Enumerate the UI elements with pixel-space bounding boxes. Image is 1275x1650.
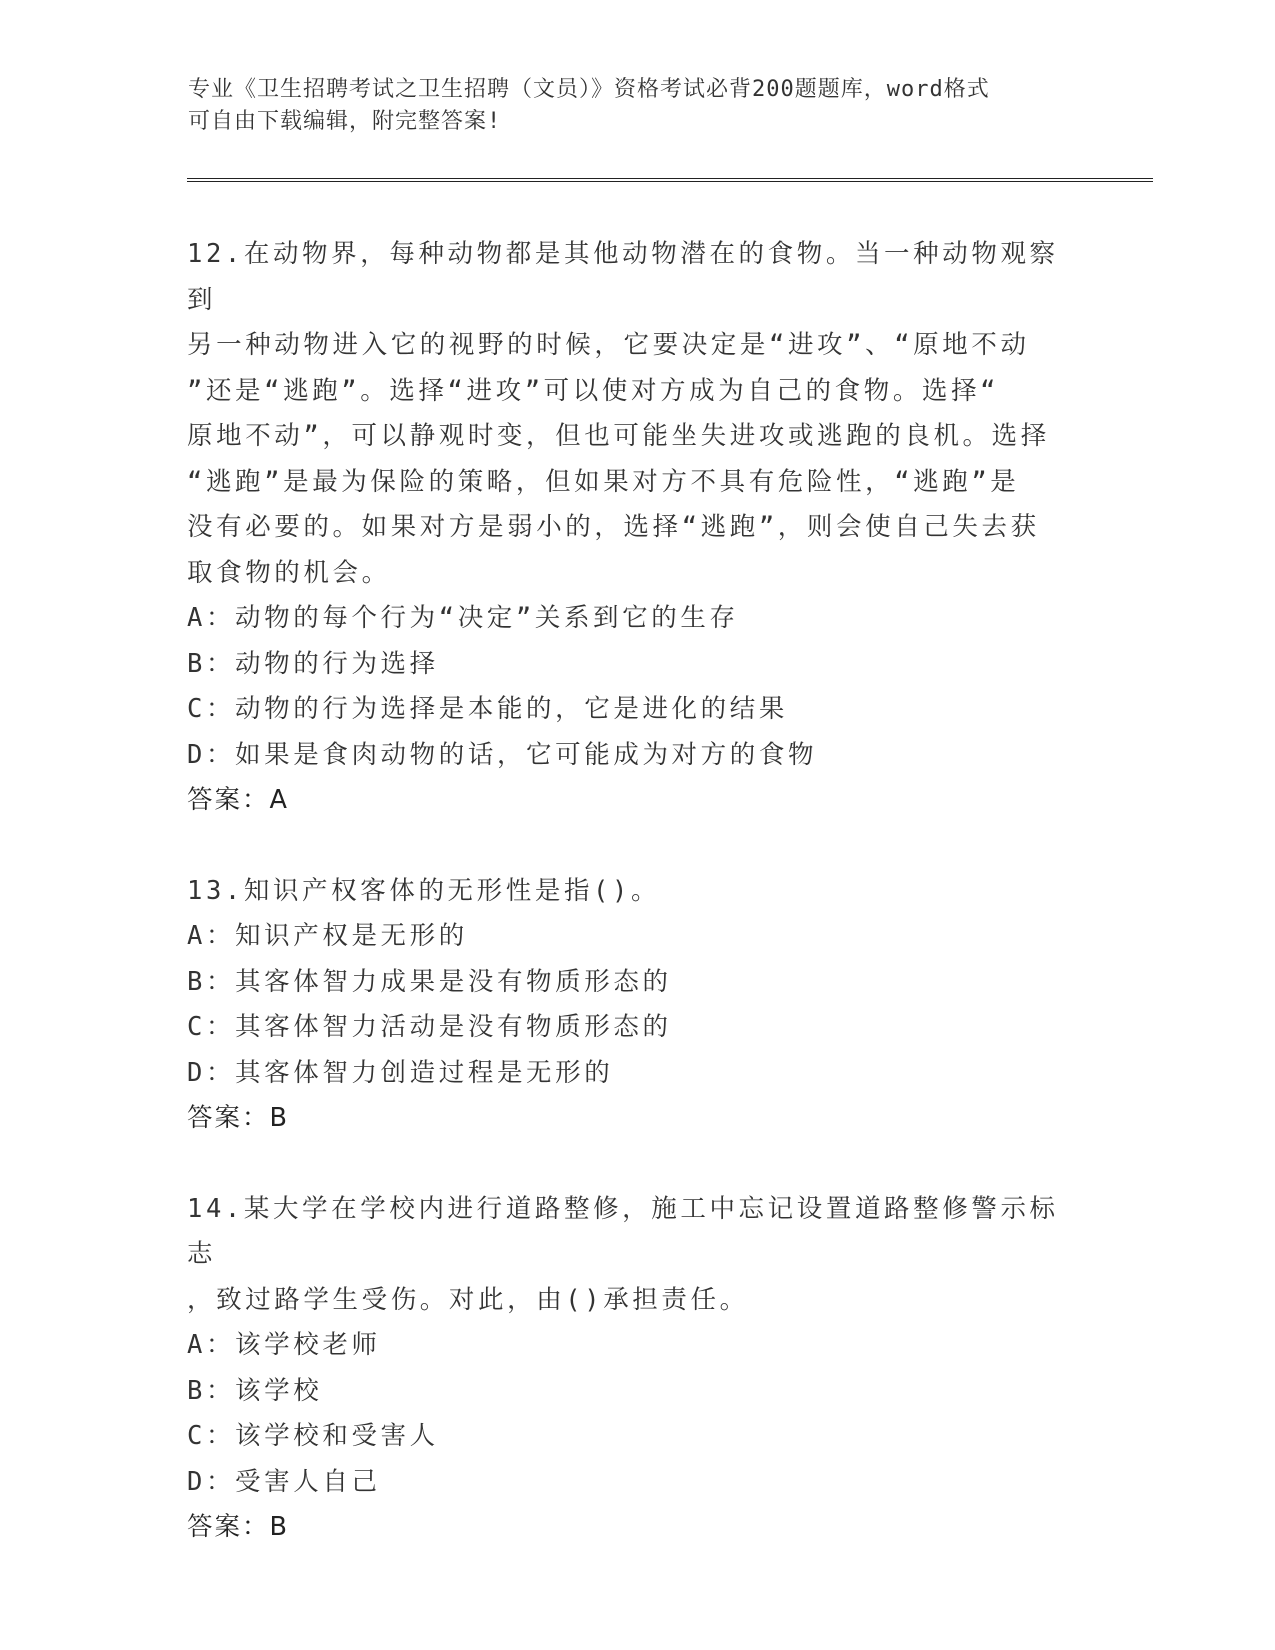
question-14 <box>187 1187 1077 1551</box>
answer-line: 答案：B <box>187 1512 289 1542</box>
option-c: C：其客体智力活动是没有物质形态的 <box>187 1012 672 1042</box>
question-stem-line: 另一种动物进入它的视野的时候，它要决定是“进攻”、“原地不动 <box>187 330 1030 360</box>
option-d: D：如果是食肉动物的话，它可能成为对方的食物 <box>187 739 818 770</box>
question-stem-line: ”还是“逃跑”。选择“进攻”可以使对方成为自己的食物。选择“ <box>187 375 1000 406</box>
option-a: A：动物的每个行为“决定”关系到它的生存 <box>187 603 739 633</box>
question-stem-line: 12.在动物界，每种动物都是其他动物潜在的食物。当一种动物观察到 <box>187 239 1059 315</box>
option-a: A：知识产权是无形的 <box>187 921 468 951</box>
option-d: D：受害人自己 <box>187 1466 381 1497</box>
option-d: D：其客体智力创造过程是无形的 <box>187 1057 614 1088</box>
question-stem-line: 14.某大学在学校内进行道路整修，施工中忘记设置道路整修警示标志 <box>187 1193 1059 1269</box>
question-stem-line: 13.知识产权客体的无形性是指()。 <box>187 875 661 906</box>
question-stem-line: 取食物的机会。 <box>187 557 391 588</box>
option-a: A：该学校老师 <box>187 1330 381 1360</box>
question-stem-line: ，致过路学生受伤。对此，由()承担责任。 <box>187 1284 749 1315</box>
option-b: B：该学校 <box>187 1375 323 1406</box>
question-13 <box>187 869 1077 1142</box>
answer-line: 答案：B <box>187 1103 289 1133</box>
question-list <box>187 232 1077 1596</box>
document-header <box>188 74 1068 138</box>
question-stem-line: “逃跑”是最为保险的策略，但如果对方不具有危险性，“逃跑”是 <box>187 466 1020 497</box>
header-line-1: 专业《卫生招聘考试之卫生招聘（文员）》资格考试必背200题题库，word格式 <box>188 77 990 102</box>
option-c: C：动物的行为选择是本能的，它是进化的结果 <box>187 694 788 724</box>
option-b: B：其客体智力成果是没有物质形态的 <box>187 966 672 997</box>
header-divider <box>187 178 1153 182</box>
header-line-2: 可自由下载编辑，附完整答案! <box>188 109 502 134</box>
option-c: C：该学校和受害人 <box>187 1421 439 1451</box>
option-b: B：动物的行为选择 <box>187 648 439 679</box>
question-stem-line: 原地不动”，可以静观时变，但也可能坐失进攻或逃跑的良机。选择 <box>187 421 1050 451</box>
question-stem-line: 没有必要的。如果对方是弱小的，选择“逃跑”，则会使自己失去获 <box>187 512 1040 542</box>
question-12 <box>187 232 1077 824</box>
answer-line: 答案：A <box>187 785 289 815</box>
